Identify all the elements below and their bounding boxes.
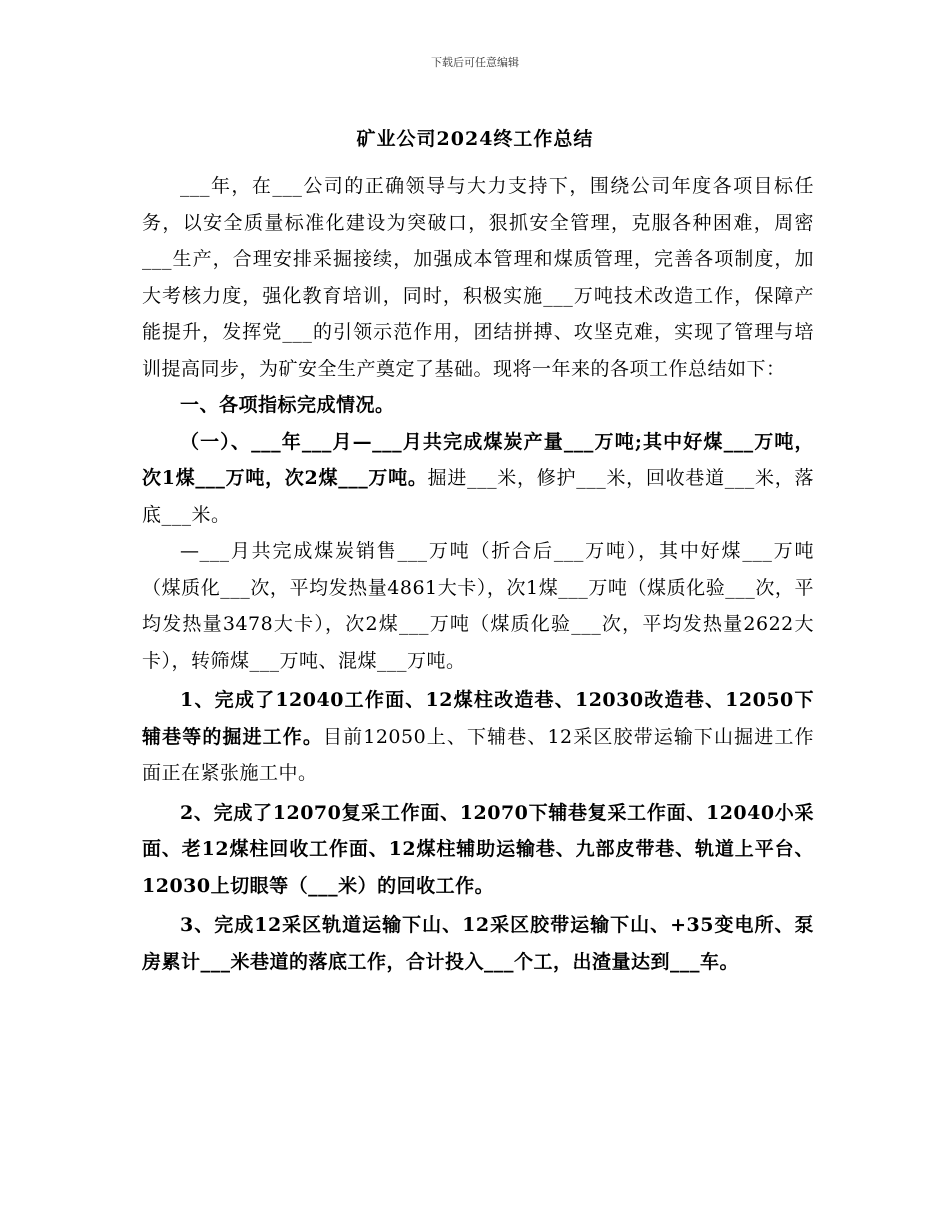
document-body — [142, 168, 814, 980]
item-3-paragraph: 3、完成12采区轨道运输下山、12采区胶带运输下山、+35变电所、泵房累计___米巷道的落底工作，合计投入___个工，出渣量达到___车。 — [142, 914, 814, 973]
section-heading: 一、各项指标完成情况。 — [180, 394, 395, 416]
item-2-paragraph: 2、完成了12070复采工作面、12070下辅巷复采工作面、12040小采面、老12煤柱回收工作面、12煤柱辅助运输巷、九部皮带巷、轨道上平台、12030上切眼等（___米）的回收工作。 — [142, 801, 814, 897]
production-summary: （一）、___年___月—___月共完成煤炭产量___万吨;其中好煤___万吨，次1煤___万吨，次2煤___万吨。 — [142, 430, 814, 489]
production-details: 掘进___米，修护___米，回收巷道___米，落底___米。 — [142, 467, 814, 526]
header-note: 下载后可任意编辑 — [431, 56, 519, 69]
production-paragraph — [142, 424, 814, 534]
item-1-summary: 1、完成了12040工作面、12煤柱改造巷、12030改造巷、12050下辅巷等的掘进工作。 — [142, 689, 814, 748]
intro-paragraph: ___年，在___公司的正确领导与大力支持下，围绕公司年度各项目标任务，以安全质量标准化建设为突破口，狠抓安全管理，克服各种困难，周密___生产，合理安排采掘接续，加强成本管理和煤质管理，完善各项制度，加大考核力度，强化教育培训，同时，积极实施___万吨技术改造工作，保障产能提升，发挥党___的引领示范作用，团结拼搏、攻坚克难，实现了管理与培训提高同步，为矿安全生产奠定了基础。现将一年来的各项工作总结如下： — [142, 175, 814, 380]
sales-paragraph: —___月共完成煤炭销售___万吨（折合后___万吨），其中好煤___万吨（煤质化___次，平均发热量4861大卡），次1煤___万吨（煤质化验___次，平均发热量3478大卡），次2煤___万吨（煤质化验___次，平均发热量2622大卡），转筛煤___万吨、混煤___万吨。 — [142, 540, 814, 672]
document-title: 矿业公司2024终工作总结 — [356, 128, 594, 150]
item-1-paragraph — [142, 682, 814, 792]
item-1-details: 目前12050上、下辅巷、12采区胶带运输下山掘进工作面正在紧张施工中。 — [142, 725, 814, 784]
